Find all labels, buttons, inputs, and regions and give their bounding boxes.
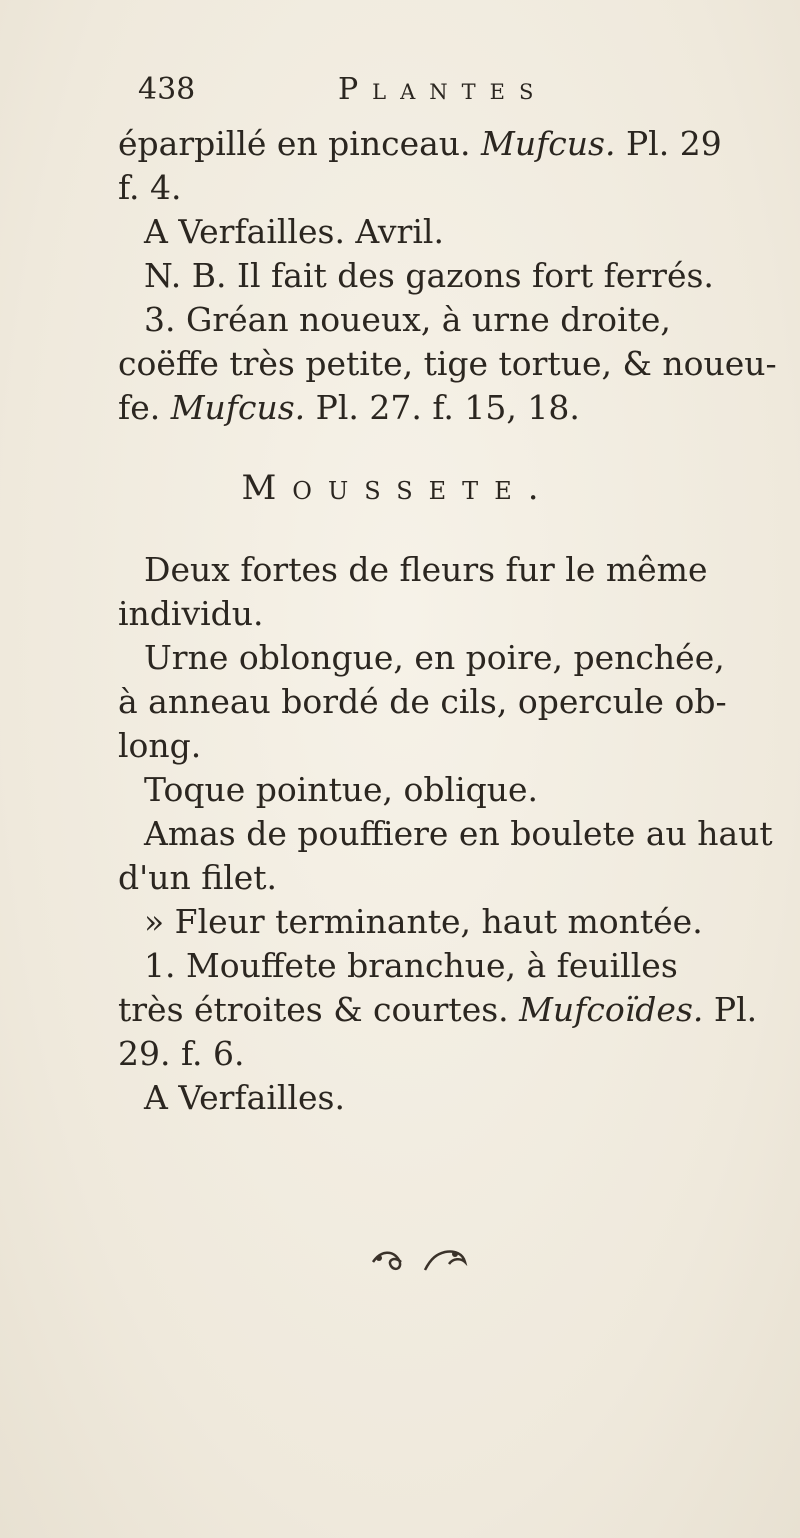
text-line: coëffe très petite, tige tortue, & noueu- [118,344,777,383]
text-line: A Verfailles. [144,1078,345,1117]
text-line: 3. Gréan noueux, à urne droite, [144,300,671,339]
text-line: 29. f. 6. [118,1034,245,1073]
text-line [118,988,758,1032]
text-line: long. [118,726,202,765]
text-line: » Fleur terminante, haut montée. [144,902,703,941]
running-title: Plantes [338,72,548,107]
line-text: fe. [118,388,171,427]
line-tail: Pl. 27. f. 15, 18. [305,388,580,427]
line-text: très étroites & courtes. [118,990,520,1029]
reference-italic: Mufcoïdes. [519,990,704,1029]
text-line: à anneau bordé de cils, opercule ob- [118,682,727,721]
text-line: Urne oblongue, en poire, penchée, [144,638,725,677]
text-line [118,386,678,430]
text-line: 1. Mouffete branchue, à feuilles [144,946,678,985]
text-line: A Verfailles. Avril. [144,212,444,251]
section-title: Moussete. [241,468,555,508]
text-line: f. 4. [118,168,182,207]
text-line: d'un filet. [118,858,278,897]
page-number: 438 [138,72,196,107]
text-line [118,122,722,166]
text-line: N. B. Il fait des gazons fort ferrés. [144,256,714,295]
printer-ornament-icon [365,1240,485,1280]
body-text [118,122,777,1120]
reference-italic: Mufcus. [170,388,306,427]
page-header [138,72,738,122]
reference-italic: Mufcus. [481,124,616,163]
text-line: Toque pointue, oblique. [144,770,539,809]
text-line: Deux fortes de fleurs fur le même [144,550,708,589]
line-text: éparpillé en pinceau. [118,124,482,163]
line-tail: Pl. [703,990,758,1029]
line-tail: Pl. 29 [615,124,722,163]
text-line: Amas de pouffiere en boulete au haut [144,814,773,853]
text-line: individu. [118,594,264,633]
